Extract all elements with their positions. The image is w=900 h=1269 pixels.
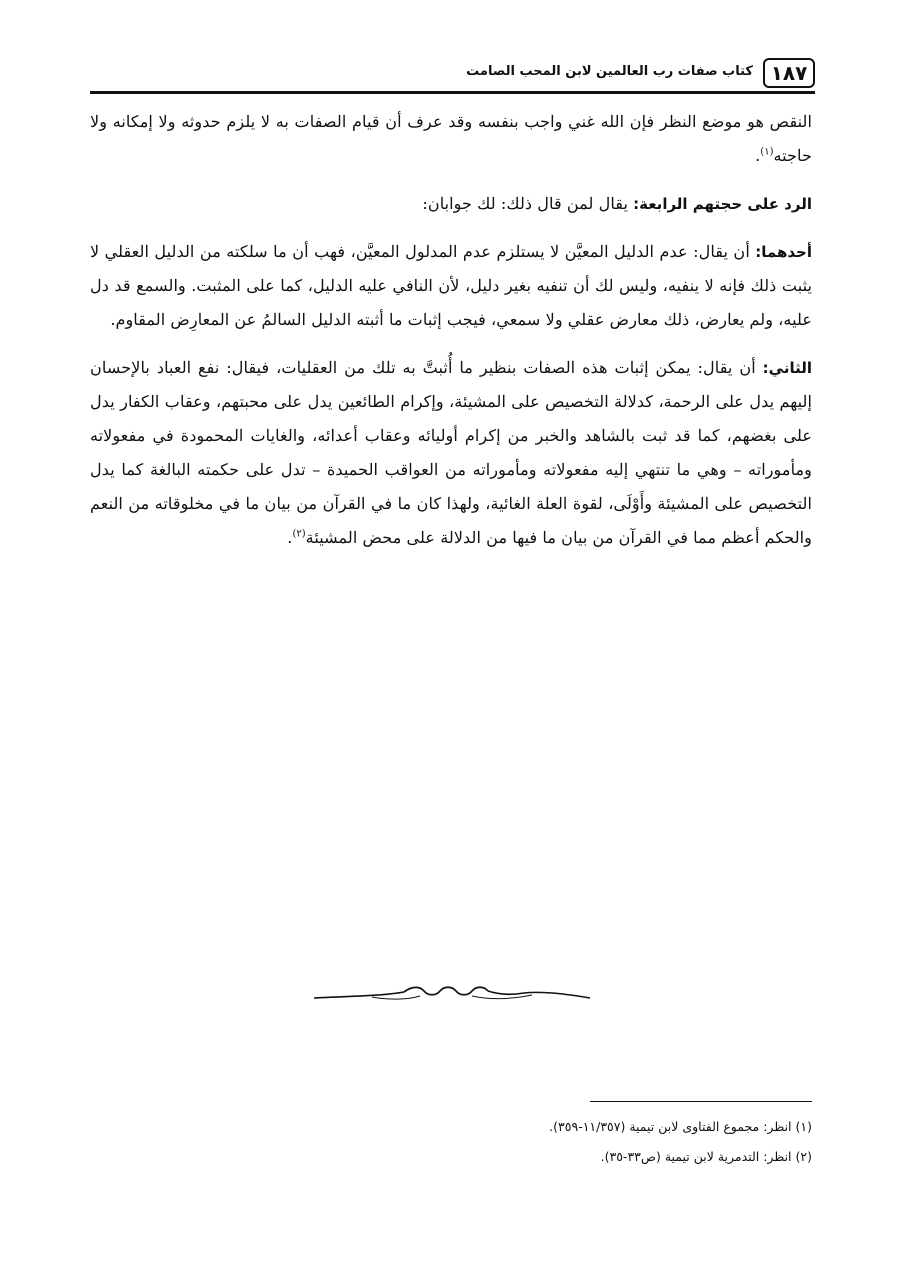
paragraph-text: يقال لمن قال ذلك: لك جوابان: [422,194,634,213]
paragraph-1: النقص هو موضع النظر فإن الله غني واجب بنفسه وقد عرف أن قيام الصفات به لا يلزم حدوثه ولا إمكانه ولا حاجته$^{(١)}$. [90,112,812,165]
page-header [90,50,815,92]
footnote-1: (١) انظر: مجموع الفتاوى لابن تيمية (١١/٣٥٧-٣٥٩). [549,1119,812,1134]
paragraph-2 [90,187,812,221]
paragraph-4: الثاني: أن يقال: يمكن إثبات هذه الصفات بنظير ما أُثبتَّ به تلك من العقليات، فيقال: نفع العباد بالإحسان إليهم يدل على الرحمة، كدلالة التخصيص على المشيئة، وإكرام الطائعين يدل على محبتهم، وعقاب الكفار يدل على بغضهم، كما قد ثبت بالشاهد والخبر من إكرام أوليائه وعقاب أعدائه، والغايات المحمودة في مفعولاته ومأموراته – وهي ما تنتهي إليه مفعولاته ومأموراته من العواقب الحميدة – تدل على حكمته البالغة كما يدل التخصيص على المشيئة وأَوْلَى، لقوة العلة الغائية، ولهذا كان ما في القرآن من بيان ما في مخلوقاته من النعم والحكم أعظم مما في القرآن من بيان ما فيها من الدلالة على محض المشيئة$^{(٢)}$. [90,358,812,547]
footnote-ref-2[interactable]: (٢) [292,528,306,540]
paragraph-text: أن يقال: عدم الدليل المعيَّن لا يستلزم عدم المدلول المعيَّن، فهب أن ما سلكته من الدليل العقلي لا يثبت ذلك فإنه لا ينفيه، وليس لك أن تنفيه بغير دليل، لأن النافي عليه الدليل، كما على المثبت. والسمع قد دل عليه، ولم يعارض، ذلك معارض عقلي ولا سمعي، فيجب إثبات ما أثبته الدليل السالمُ عن المعارِض المقاوم. [90,242,812,329]
paragraph-text: أن يقال: يمكن إثبات هذه الصفات بنظير ما أُثبتَّ به تلك من العقليات، فيقال: نفع العباد بالإحسان إليهم يدل على الرحمة، كدلالة التخصيص على المشيئة، وإكرام الطائعين يدل على محبتهم، وعقاب الكفار يدل على بغضهم، كما قد ثبت بالشاهد والخبر من إكرام أوليائه وعقاب أعدائه، والغايات المحمودة في مفعولاته ومأموراته – وهي ما تنتهي إليه مفعولاته ومأموراته من العواقب الحميدة – تدل على حكمته البالغة كما يدل التخصيص على المشيئة وأَوْلَى، لقوة العلة الغائية، ولهذا كان ما في القرآن من بيان ما في مخلوقاته من النعم والحكم أعظم مما في القرآن من بيان ما فيها من الدلالة على محض المشيئة [90,358,812,547]
paragraph-text: النقص هو موضع النظر فإن الله غني واجب بنفسه وقد عرف أن قيام الصفات به لا يلزم حدوثه ولا إمكانه ولا حاجته [90,112,812,165]
footnote-2: (٢) انظر: التدمرية لابن تيمية (ص٣٣-٣٥). [600,1149,812,1164]
footnote-ref-1[interactable]: (١) [760,146,774,158]
answer-label-second: الثاني: [762,359,812,377]
paragraph-3 [90,235,812,337]
running-title: كتاب صفات رب العالمين لابن المحب الصامت [466,64,753,79]
main-text [90,105,812,569]
header-rule [90,91,815,94]
answer-label-first: أحدهما: [755,243,812,261]
page-number: ١٨٧ [763,58,815,88]
footnote-separator [590,1101,812,1102]
section-heading: الرد على حجتهم الرابعة: [633,195,812,213]
footnotes [90,1112,812,1172]
ornament-divider-icon [312,982,592,1008]
